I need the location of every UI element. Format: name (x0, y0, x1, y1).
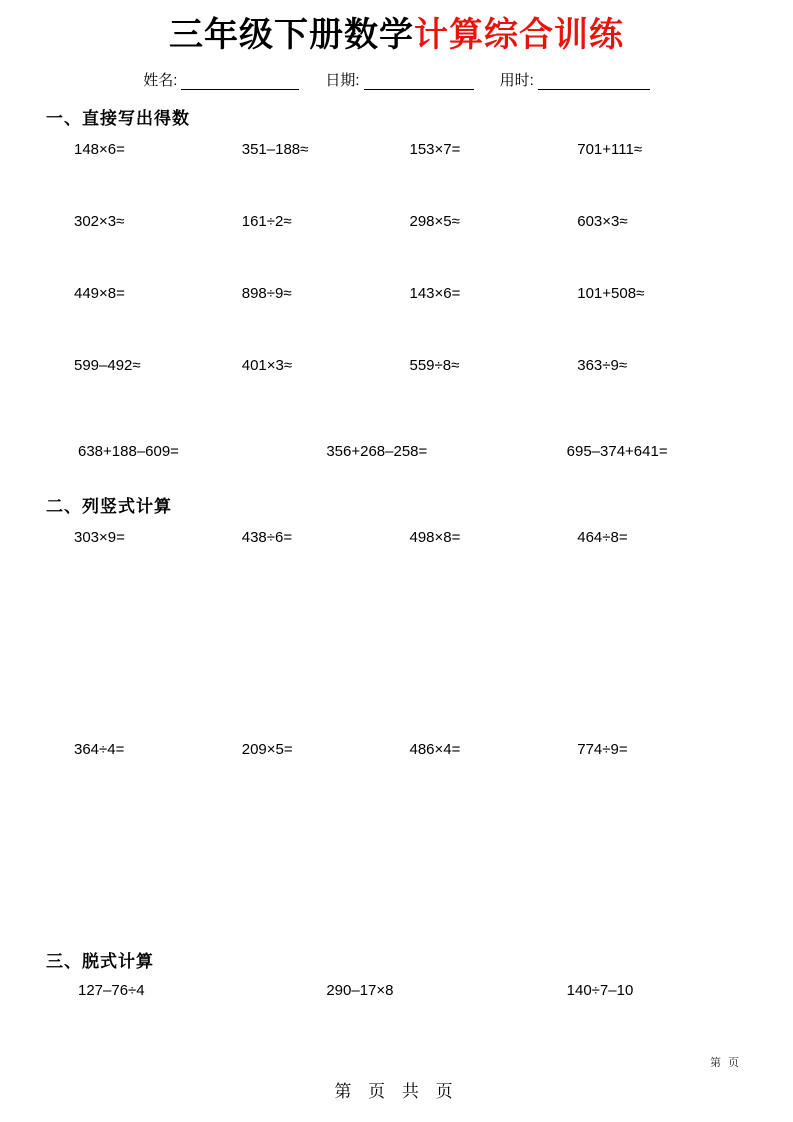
section-1-row-4 (0, 357, 793, 415)
name-label: 姓名: (143, 72, 178, 90)
section-2-row-2 (0, 741, 793, 941)
section-2-row-1 (0, 529, 793, 729)
problem-item: 161÷2≈ (241, 213, 292, 231)
date-label: 日期: (325, 72, 360, 90)
problem-item: 559÷8≈ (409, 357, 460, 375)
date-field-group (325, 69, 473, 90)
problem-item: 464÷8= (577, 529, 628, 547)
section-1-row-5 (0, 443, 793, 460)
problem-item: 290–17×8 (326, 982, 394, 1000)
section-1-row-3 (0, 285, 793, 343)
problem-item: 302×3≈ (74, 213, 125, 231)
time-input-blank[interactable] (538, 75, 650, 90)
problem-item: 356+268–258= (326, 443, 428, 461)
problem-item: 209×5= (241, 741, 293, 759)
page-footer-right: 第 页 (709, 1057, 741, 1069)
page-footer-center: 第 页 共 页 (334, 1082, 459, 1101)
problem-item: 599–492≈ (74, 357, 141, 375)
problem-item: 401×3≈ (241, 357, 293, 375)
name-input-blank[interactable] (181, 75, 299, 90)
problem-item: 695–374+641= (566, 443, 668, 461)
problem-item: 449×8= (74, 285, 125, 303)
section-1-row-2 (0, 213, 793, 271)
problem-item: 351–188≈ (241, 141, 309, 159)
problem-item: 143×6= (409, 285, 461, 303)
problem-item: 486×4= (409, 741, 461, 759)
page-title (0, 0, 793, 55)
time-field-group (500, 69, 650, 90)
name-field-group (143, 69, 299, 90)
time-label: 用时: (499, 72, 534, 90)
student-info-line (0, 69, 793, 90)
section-3-row-1 (0, 982, 793, 999)
section-1-row-1 (0, 141, 793, 199)
problem-item: 127–76÷4 (78, 982, 145, 1000)
problem-item: 153×7= (409, 141, 461, 159)
title-red-part: 计算综合训练 (414, 16, 624, 54)
problem-item: 363÷9≈ (577, 357, 628, 375)
problem-item: 498×8= (409, 529, 461, 547)
problem-item: 774÷9= (577, 741, 628, 759)
title-black-part: 三年级下册数学 (169, 16, 414, 54)
date-input-blank[interactable] (364, 75, 474, 90)
problem-item: 898÷9≈ (241, 285, 292, 303)
problem-item: 148×6= (74, 141, 125, 159)
problem-item: 638+188–609= (78, 443, 179, 461)
problem-item: 101+508≈ (577, 285, 645, 303)
problem-item: 701+111≈ (577, 141, 643, 159)
problem-item: 303×9= (74, 529, 125, 547)
section-2-heading: 二、列竖式计算 (46, 497, 172, 517)
section-3-heading: 三、脱式计算 (46, 952, 154, 972)
problem-item: 298×5≈ (409, 213, 460, 231)
problem-item: 438÷6= (241, 529, 293, 547)
problem-item: 364÷4= (74, 741, 125, 759)
problem-item: 140÷7–10 (566, 982, 634, 1000)
problem-item: 603×3≈ (577, 213, 628, 231)
section-1-heading: 一、直接写出得数 (46, 109, 190, 129)
